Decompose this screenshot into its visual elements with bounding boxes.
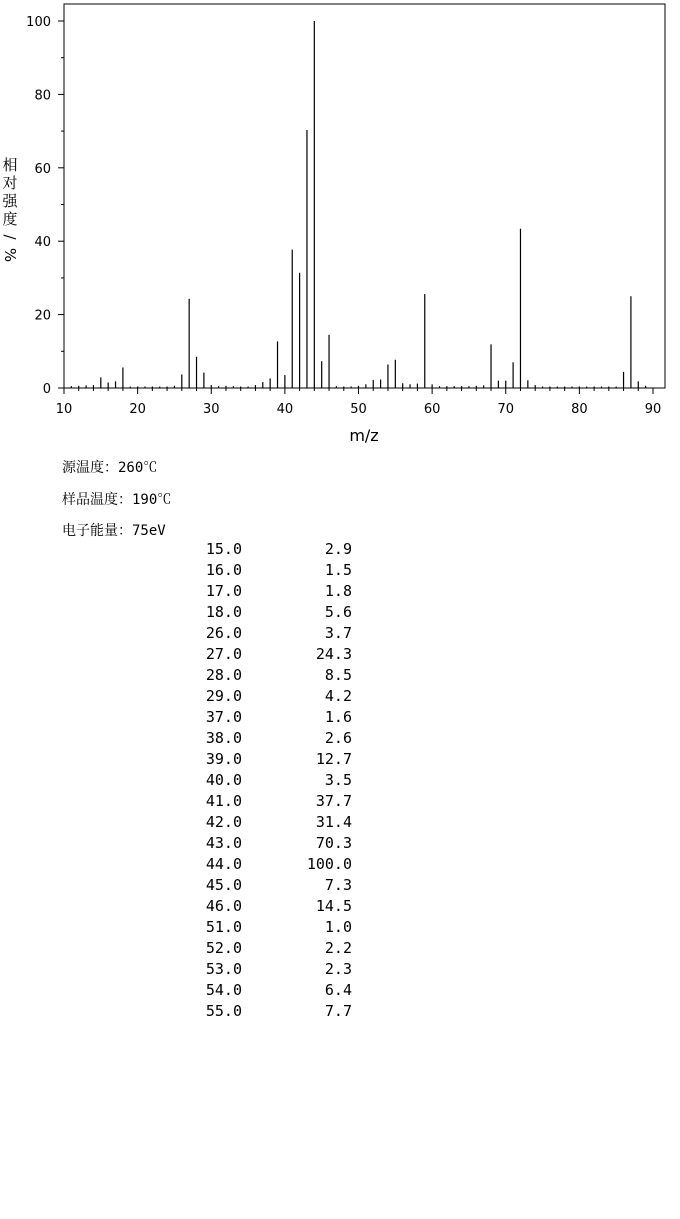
intensity-value: 37.7 [315, 792, 352, 810]
plot-frame [64, 4, 665, 388]
intensity-value: 1.6 [324, 708, 352, 726]
intensity-value: 7.3 [324, 876, 352, 894]
x-tick-label: 50 [350, 402, 367, 417]
chart-axes [58, 4, 665, 394]
table-row [190, 560, 352, 581]
mz-value: 46.0 [205, 897, 242, 915]
x-tick-label: 60 [423, 402, 441, 417]
intensity-value: 2.6 [324, 729, 352, 747]
x-tick-label: 40 [276, 402, 294, 417]
electron-energy: 电子能量：75eV [62, 523, 166, 539]
mz-value: 53.0 [205, 960, 242, 978]
intensity-value: 3.7 [324, 624, 352, 642]
table-row [190, 707, 352, 728]
intensity-value: 5.6 [324, 603, 352, 621]
mz-value: 18.0 [205, 603, 242, 621]
intensity-value: 100.0 [306, 855, 352, 873]
mz-value: 16.0 [205, 561, 242, 579]
intensity-value: 2.3 [324, 960, 352, 978]
x-tick-labels [56, 402, 662, 417]
mz-value: 44.0 [205, 855, 242, 873]
mz-value: 41.0 [205, 792, 242, 810]
mz-value: 38.0 [205, 729, 242, 747]
intensity-value: 2.9 [324, 540, 352, 558]
mz-value: 17.0 [205, 582, 242, 600]
y-tick-label: 40 [34, 235, 51, 251]
intensity-value: 70.3 [315, 834, 352, 852]
mz-value: 39.0 [205, 750, 242, 768]
mz-value: 54.0 [205, 981, 242, 999]
mz-value: 29.0 [205, 687, 242, 705]
y-tick-label: 80 [34, 88, 51, 104]
intensity-value: 4.2 [324, 687, 352, 705]
y-tick-label: 0 [42, 382, 51, 397]
table-row [190, 665, 352, 686]
sample-temperature: 样品温度：190℃ [62, 492, 172, 508]
table-row [190, 728, 352, 749]
table-row [190, 917, 352, 938]
table-row [190, 875, 352, 896]
y-tick-label: 100 [26, 15, 51, 30]
intensity-value: 7.7 [324, 1002, 352, 1020]
intensity-value: 1.0 [324, 918, 352, 936]
source-temperature: 源温度：260℃ [62, 460, 158, 476]
table-row [190, 959, 352, 980]
table-row [190, 686, 352, 707]
table-row [190, 644, 352, 665]
peak-table [190, 539, 352, 1022]
intensity-value: 1.5 [324, 561, 352, 579]
intensity-value: 12.7 [315, 750, 352, 768]
x-axis-label: m/z [349, 426, 379, 445]
mz-value: 45.0 [205, 876, 242, 894]
mz-value: 55.0 [205, 1002, 242, 1020]
mz-value: 28.0 [205, 666, 242, 684]
x-tick-label: 70 [497, 402, 515, 417]
table-row [190, 749, 352, 770]
table-row [190, 854, 352, 875]
table-row [190, 812, 352, 833]
table-row [190, 896, 352, 917]
y-tick-labels [26, 15, 51, 397]
table-row [190, 791, 352, 812]
table-row [190, 539, 352, 560]
mz-value: 27.0 [205, 645, 242, 663]
mz-value: 43.0 [205, 834, 242, 852]
mz-value: 51.0 [205, 918, 242, 936]
x-tick-label: 20 [129, 402, 146, 417]
x-tick-label: 80 [571, 402, 588, 417]
x-tick-label: 90 [644, 402, 662, 417]
mz-value: 42.0 [205, 813, 242, 831]
chart-bars [71, 21, 645, 388]
intensity-value: 31.4 [315, 813, 352, 831]
y-tick-label: 20 [34, 308, 51, 324]
table-row [190, 980, 352, 1001]
mz-value: 37.0 [205, 708, 242, 726]
intensity-value: 2.2 [324, 939, 352, 957]
table-row [190, 833, 352, 854]
table-row [190, 581, 352, 602]
mz-value: 52.0 [205, 939, 242, 957]
intensity-value: 14.5 [315, 897, 352, 915]
intensity-value: 24.3 [315, 645, 352, 663]
mz-value: 26.0 [205, 624, 242, 642]
y-axis-label: 相 对 强 度 / % [0, 156, 19, 263]
table-row [190, 1001, 352, 1022]
table-row [190, 938, 352, 959]
mass-spectrum-chart [0, 0, 680, 450]
x-tick-label: 30 [202, 402, 220, 417]
intensity-value: 6.4 [324, 981, 352, 999]
intensity-value: 1.8 [324, 582, 352, 600]
table-row [190, 623, 352, 644]
y-tick-label: 60 [34, 161, 51, 177]
x-tick-label: 10 [55, 402, 73, 417]
mz-value: 15.0 [205, 540, 242, 558]
intensity-value: 3.5 [324, 771, 352, 789]
mz-value: 40.0 [205, 771, 242, 789]
table-row [190, 602, 352, 623]
table-row [190, 770, 352, 791]
intensity-value: 8.5 [324, 666, 352, 684]
